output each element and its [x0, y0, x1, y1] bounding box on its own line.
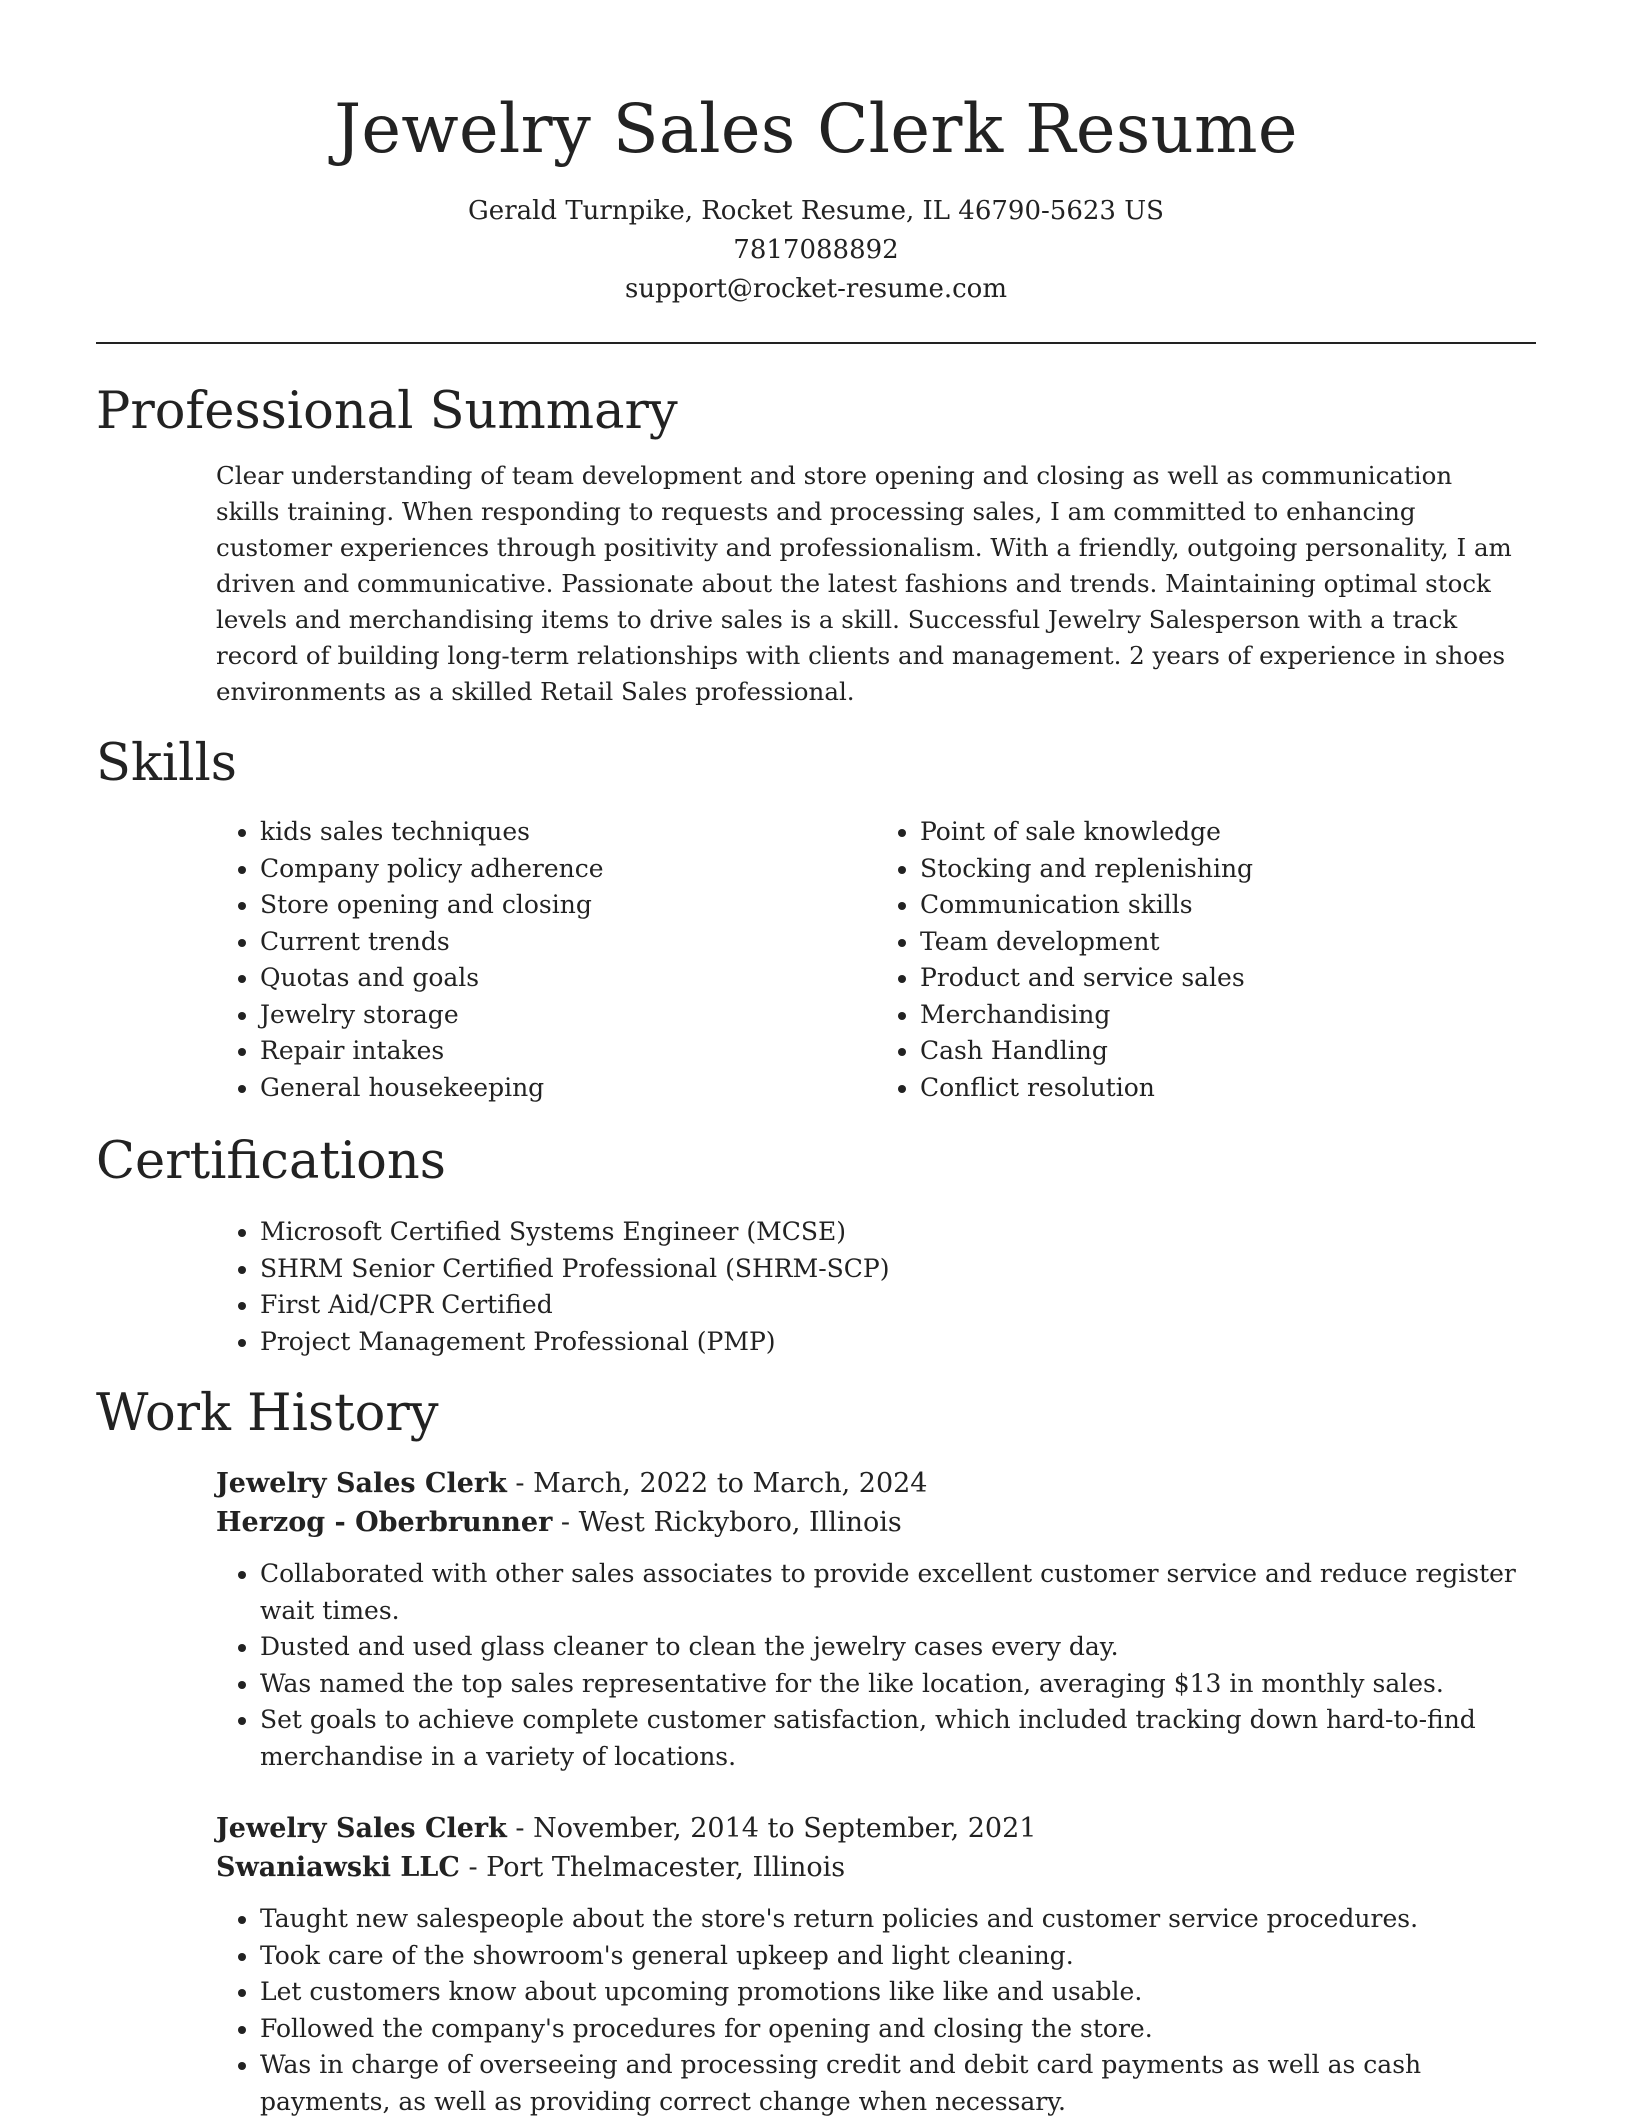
skill-item: • Communication skills: [920, 887, 1536, 924]
job-title-line: [216, 1809, 1536, 1848]
job-bullet: • Set goals to achieve complete customer satisfaction, which included tracking down hard-to-find merchandise in a variety of locations.: [260, 1702, 1536, 1775]
skill-item: • Product and service sales: [920, 960, 1536, 997]
summary-text: Clear understanding of team development and store opening and closing as well as communication skills training. When responding to requests and processing sales, I am committed to enhancing customer experiences through positivity and professionalism. With a friendly, outgoing personality, I am driven and communicative. Passionate about the latest fashions and trends. Maintaining optimal stock levels and merchandising items to drive sales is a skill. Successful Jewelry Salesperson with a track record of building long-term relationships with clients and management. 2 years of experience in shoes environments as a skilled Retail Sales professional.: [216, 461, 1512, 706]
skill-item: • General housekeeping: [260, 1070, 876, 1107]
job-bullet: • Let customers know about upcoming promotions like like and usable.: [260, 1974, 1536, 2011]
job-bullets: [216, 1901, 1536, 2120]
resume-page: [96, 0, 1536, 2120]
certifications-list: [216, 1214, 1536, 1360]
certification-item: • SHRM Senior Certified Professional (SHRM-SCP): [260, 1251, 1536, 1288]
job-company: Herzog - Oberbrunner: [216, 1507, 553, 1538]
job-bullet: • Took care of the showroom's general upkeep and light cleaning.: [260, 1938, 1536, 1975]
skill-item: • Repair intakes: [260, 1033, 876, 1070]
job-bullet: • Was in charge of overseeing and processing credit and debit card payments as well as cash payments, as well as providing correct change when necessary.: [260, 2047, 1536, 2120]
job-company-line: [216, 1848, 1536, 1887]
job-title-line: [216, 1464, 1536, 1503]
skill-item: • Store opening and closing: [260, 887, 876, 924]
summary-heading: Professional Summary: [96, 382, 678, 441]
job-bullets: [216, 1556, 1536, 1775]
contact-email: support@rocket-resume.com: [624, 274, 1007, 304]
certifications-heading: Certifications: [96, 1132, 446, 1191]
skill-item: • Current trends: [260, 924, 876, 961]
skill-item: • Jewelry storage: [260, 997, 876, 1034]
job-dates: - March, 2022 to March, 2024: [506, 1468, 928, 1499]
contact-block: [96, 192, 1536, 309]
job-entry: [216, 1464, 1536, 1775]
certification-item: • First Aid/CPR Certified: [260, 1287, 1536, 1324]
header-divider: [96, 342, 1536, 344]
job-role: Jewelry Sales Clerk: [216, 1813, 507, 1844]
job-bullet: • Was named the top sales representative for the like location, averaging $13 in monthly sales.: [260, 1666, 1536, 1703]
job-dates: - November, 2014 to September, 2021: [506, 1813, 1037, 1844]
job-bullet: • Followed the company's procedures for opening and closing the store.: [260, 2011, 1536, 2048]
job-company: Swaniawski LLC: [216, 1852, 460, 1883]
skills-column-right: [876, 814, 1536, 1106]
certification-item: • Microsoft Certified Systems Engineer (MCSE): [260, 1214, 1536, 1251]
job-bullet: • Collaborated with other sales associates to provide excellent customer service and reduce register wait times.: [260, 1556, 1536, 1629]
skills-column-left: [216, 814, 876, 1106]
skill-item: • Point of sale knowledge: [920, 814, 1536, 851]
skill-item: • Quotas and goals: [260, 960, 876, 997]
job-location: - West Rickyboro, Illinois: [552, 1507, 902, 1538]
work-history-heading: Work History: [96, 1384, 439, 1443]
job-location: - Port Thelmacester, Illinois: [459, 1852, 846, 1883]
skill-item: • kids sales techniques: [260, 814, 876, 851]
contact-address: Gerald Turnpike, Rocket Resume, IL 46790-5623 US: [468, 196, 1164, 226]
skill-item: • Cash Handling: [920, 1033, 1536, 1070]
skill-item: • Stocking and replenishing: [920, 851, 1536, 888]
skill-item: • Conflict resolution: [920, 1070, 1536, 1107]
contact-phone: 7817088892: [733, 235, 899, 265]
job-role: Jewelry Sales Clerk: [216, 1468, 507, 1499]
skill-item: • Team development: [920, 924, 1536, 961]
resume-title: Jewelry Sales Clerk Resume: [334, 90, 1298, 168]
skills-heading: Skills: [96, 734, 237, 793]
job-bullet: • Taught new salespeople about the store's return policies and customer service procedures.: [260, 1901, 1536, 1938]
job-entry: [216, 1809, 1536, 2120]
job-bullet: • Dusted and used glass cleaner to clean the jewelry cases every day.: [260, 1629, 1536, 1666]
job-company-line: [216, 1503, 1536, 1542]
skill-item: • Merchandising: [920, 997, 1536, 1034]
skill-item: • Company policy adherence: [260, 851, 876, 888]
skills-list: [216, 814, 1536, 1106]
certification-item: • Project Management Professional (PMP): [260, 1324, 1536, 1361]
